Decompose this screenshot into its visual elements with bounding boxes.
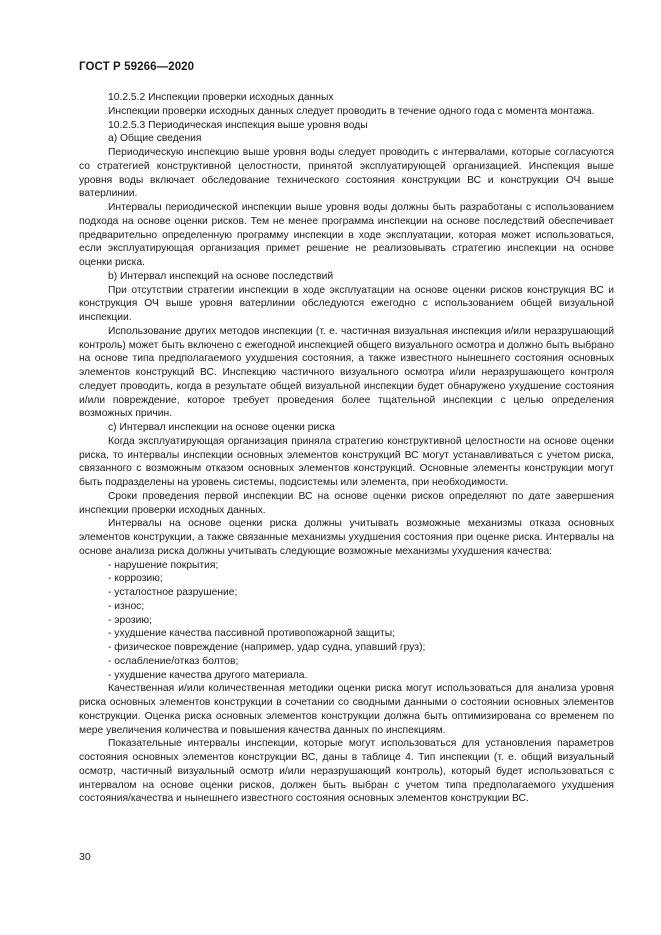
paragraph: Интервалы периодической инспекции выше уровня воды должны быть разработаны с использованием подхода на основе оценки рисков. Тем не менее программа инспекции на основе последствий обеспечивает предварительно определенную программу инспекции в ходе эксплуатации, которая может использоваться, если эксплуатирующая организация примет решение не реализовывать стратегию инспекции на основе оценки риска.	[79, 202, 614, 268]
page-number: 30	[79, 851, 91, 863]
paragraph: Периодическую инспекцию выше уровня воды следует проводить с интервалами, которые согласуются со стратегией конструктивной целостности, принятой эксплуатирующей организацией. Инспекция выше уровня воды включает обследование технического состояния конструкции ВС и конструкции ОЧ выше ватерлинии.	[79, 147, 614, 200]
paragraph: Показательные интервалы инспекции, которые могут использоваться для установления параметров состояния основных элементов конструкции ВС, даны в таблице 4. Тип инспекции (т. е. общий визуальный осмотр, частичный визуальный осмотр и/или неразрушающий контроль), который будет использоваться с интервалом на основе оценки рисков, должен быть выбран с учетом типа предполагаемого ухудшения состояния/качества и нынешнего известного состояния основных элементов конструкции ВС.	[79, 738, 614, 805]
section-10-2-5-2-heading: 10.2.5.2 Инспекции проверки исходных данных	[108, 92, 334, 103]
list-item: - ослабление/отказ болтов;	[108, 655, 614, 669]
paragraph: Сроки проведения первой инспекции ВС на основе оценки рисков определяют по дате завершения инспекции проверки исходных данных.	[79, 490, 614, 516]
document-code-header: ГОСТ Р 59266—2020	[79, 61, 195, 73]
list-item: - нарушение покрытия;	[108, 559, 614, 573]
list-item: - ухудшение качества другого материала.	[108, 669, 614, 683]
list-item: - физическое повреждение (например, удар судна, упавший груз);	[108, 641, 614, 655]
paragraph: При отсутствии стратегии инспекции в ходе эксплуатации на основе оценки рисков конструкция ВС и конструкция ОЧ выше уровня ватерлинии обследуются ежегодно с использованием общей визуальной инспекции.	[79, 284, 614, 323]
list-item: - износ;	[108, 600, 614, 614]
list-item: - усталостное разрушение;	[108, 586, 614, 600]
list-item: - эрозию;	[108, 614, 614, 628]
list-item: - ухудшение качества пассивной противопожарной защиты;	[108, 627, 614, 641]
subsection-b-heading: b) Интервал инспекций на основе последствий	[108, 270, 334, 282]
section-10-2-5-3-heading: 10.2.5.3 Периодическая инспекция выше уровня воды	[108, 119, 368, 131]
list-item: - коррозию;	[108, 572, 614, 586]
page-body	[79, 91, 614, 806]
paragraph: Использование других методов инспекции (т. е. частичная визуальная инспекция и/или неразрушающий контроль) может быть включено с ежегодной инспекцией общего визуального осмотра и должно быть выбрано на основе типа предполагаемого ухудшения состояния, а также известного нынешнего состояния основных элементов конструкций ВС. Инспекцию частичного визуального осмотра и/или неразрушающего контроля следует проводить, когда в результате общей визуальной инспекции будет обнаружено ухудшение состояния и/или повреждение, которое требует проведения более тщательной инспекции с целью определения возможных причин.	[79, 325, 614, 420]
subsection-c-heading: c) Интервал инспекции на основе оценки риска	[108, 422, 335, 433]
paragraph: Качественная и/или количественная методики оценки риска могут использоваться для анализа уровня риска основных элементов конструкции в сочетании со сводными данными о состоянии основных элементов конструкции. Оценка риска основных элементов конструкции должна быть оптимизирована со временем по мере увеличения количества и повышения качества данных по инспекциям.	[79, 683, 614, 736]
paragraph: Инспекции проверки исходных данных следует проводить в течение одного года с момента монтажа.	[108, 105, 595, 117]
paragraph: Когда эксплуатирующая организация приняла стратегию конструктивной целостности на основе оценки риска, то интервалы инспекции основных элементов конструкций ВС могут устанавливаться с учетом риска, связанного с возможным отказом основных элементов конструкций. Основные элементы конструкции могут быть подразделены на уровень системы, подсистемы или элемента, при необходимости.	[79, 435, 614, 488]
subsection-a-heading: а) Общие сведения	[108, 133, 202, 145]
degradation-mechanisms-list	[79, 559, 614, 683]
paragraph: Интервалы на основе оценки риска должны учитывать возможные механизмы отказа основных элементов конструкции, а также связанные механизмы ухудшения состояния при оценке риска. Интервалы на основе анализа риска должны учитывать следующие возможные механизмы ухудшения качества:	[79, 518, 614, 557]
